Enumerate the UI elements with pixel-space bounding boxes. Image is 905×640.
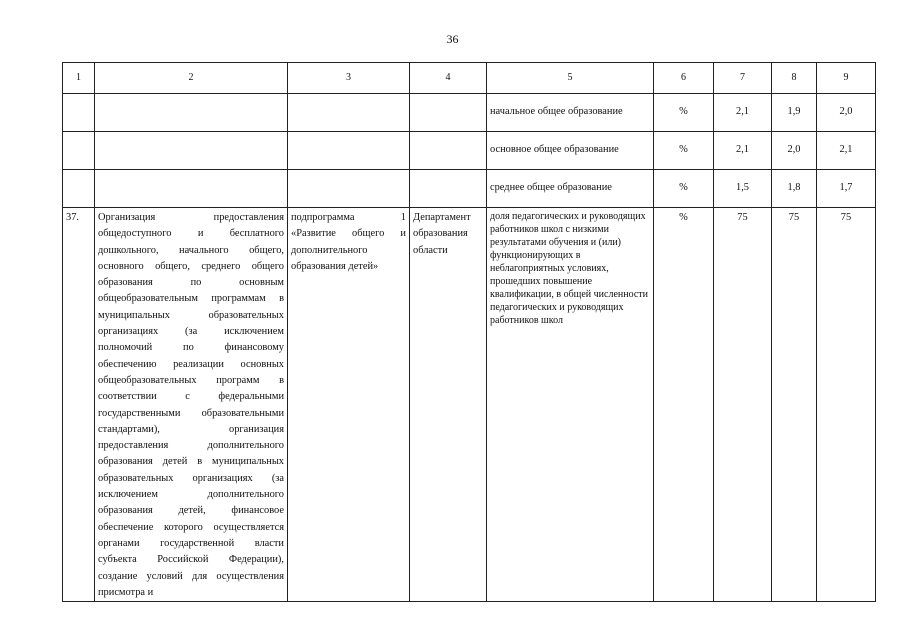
empty-cell [410,132,487,170]
indicator-cell: среднее общее образование [487,170,654,208]
unit-cell: % [654,170,714,208]
value-cell-8: 1,8 [772,170,817,208]
department-cell: Департамент образования области [410,208,487,602]
unit-cell: % [654,132,714,170]
program-cell: подпрограмма 1 «Развитие общего и дополнительного образования детей» [288,208,410,602]
indicator-cell: начальное общее образование [487,94,654,132]
unit-cell: % [654,94,714,132]
table-row-37 [63,208,876,602]
value-cell-8: 1,9 [772,94,817,132]
empty-cell [410,170,487,208]
empty-cell [63,170,95,208]
row-number: 37. [63,208,95,602]
value-cell-8: 75 [772,208,817,602]
indicator-cell: доля педагогических и руководящих работников школ с низкими результатами обучения и (или) функционирующих в неблагоприятных условиях, прошедших повышение квалификации, в общей численности педагогических и руководящих работников школ [487,208,654,602]
value-cell-9: 2,0 [817,94,876,132]
column-header-7: 7 [714,63,772,94]
column-header-3: 3 [288,63,410,94]
value-cell-9: 2,1 [817,132,876,170]
empty-cell [63,132,95,170]
empty-cell [288,170,410,208]
value-cell-8: 2,0 [772,132,817,170]
unit-cell: % [654,208,714,602]
empty-cell [288,132,410,170]
table-row [63,132,876,170]
empty-cell [63,94,95,132]
empty-cell [95,170,288,208]
column-header-8: 8 [772,63,817,94]
indicators-table [62,62,876,602]
value-cell-7: 1,5 [714,170,772,208]
value-cell-7: 2,1 [714,132,772,170]
column-header-6: 6 [654,63,714,94]
column-header-1: 1 [63,63,95,94]
column-header-4: 4 [410,63,487,94]
table-row [63,170,876,208]
empty-cell [288,94,410,132]
value-cell-7: 2,1 [714,94,772,132]
table-row [63,94,876,132]
indicator-cell: основное общее образование [487,132,654,170]
column-header-5: 5 [487,63,654,94]
column-header-2: 2 [95,63,288,94]
measure-cell: Организация предоставления общедоступного и бесплатного дошкольного, начального общего, основного общего, среднего общего образования по основным общеобразовательным программам в муниципальных образовательных организациях (за исключением полномочий по финансовому обеспечению реализации основных общеобразовательных программ в соответствии с федеральными государственными образовательными стандартами), организация предоставления дополнительного образования детей в муниципальных образовательных организациях (за исключением дополнительного образования детей, финансовое обеспечение которого осуществляется органами государственной власти субъекта Российской Федерации), создание условий для осуществления присмотра и [95,208,288,602]
column-number-row [63,63,876,94]
value-cell-9: 1,7 [817,170,876,208]
empty-cell [410,94,487,132]
column-header-9: 9 [817,63,876,94]
value-cell-9: 75 [817,208,876,602]
empty-cell [95,94,288,132]
value-cell-7: 75 [714,208,772,602]
empty-cell [95,132,288,170]
page-number: 36 [446,32,459,46]
